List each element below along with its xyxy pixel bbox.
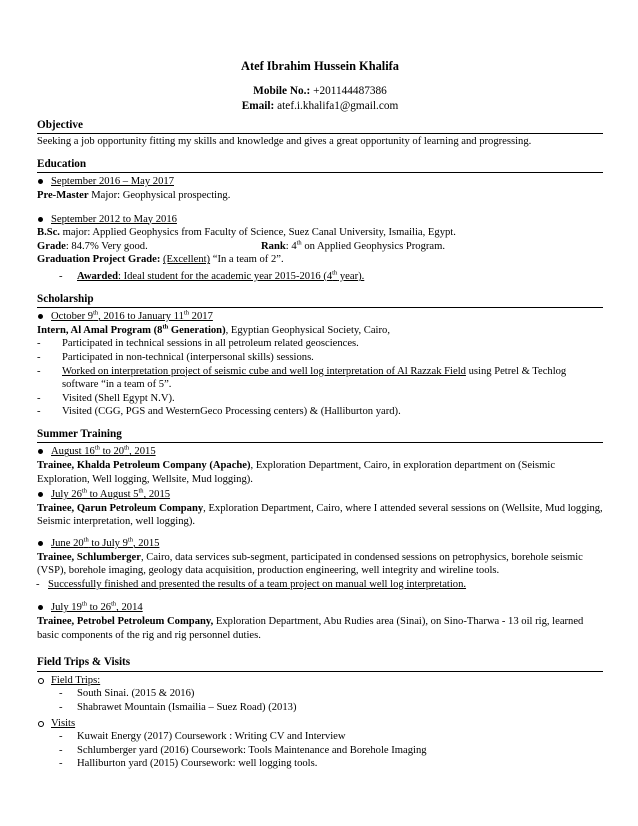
list-item-text: Halliburton yard (2015) Coursework: well logging tools. <box>77 758 318 770</box>
section-title-summer-training: Summer Training <box>37 428 603 444</box>
list-item: - Shabrawet Mountain (Ismailia – Suez Road) (2013) <box>59 701 297 713</box>
summer-training-section <box>37 428 603 642</box>
org-rest: , Egyptian Geophysical Society, Cairo, <box>225 324 390 336</box>
date-sup: th <box>83 536 89 544</box>
date-end: , 2015 <box>132 538 160 550</box>
field-trips-label-row <box>37 674 603 688</box>
date-sup: th <box>124 444 130 452</box>
visits-label: Visits <box>51 717 76 729</box>
date-sup: th <box>93 309 99 317</box>
training-desc: , Exploration Department, Cairo, where I attended several sessions on (Wellsite, Mud logging, Seismic interpretation, well logging). <box>37 502 603 528</box>
bullet-icon <box>37 445 51 458</box>
list-item-text: Participated in technical sessions in all petroleum related geosciences. <box>62 338 359 350</box>
bullet-icon <box>37 717 51 730</box>
grade-rank-line <box>37 240 603 254</box>
list-item: - Halliburton yard (2015) Coursework: well logging tools. <box>59 758 318 770</box>
rank-sup: th <box>296 239 302 247</box>
date-end: 2017 <box>189 311 213 323</box>
date-mid: to 20 <box>99 446 125 458</box>
graduation-project-line <box>37 253 603 267</box>
date-sup: th <box>111 600 117 608</box>
bullet-icon <box>37 310 51 323</box>
grade-value: : 84.7% Very good. <box>65 240 148 252</box>
education-degree-1 <box>37 189 603 203</box>
graduation-team: “In a team of 2”. <box>210 254 284 266</box>
mobile-number: +201144487386 <box>313 84 387 97</box>
rank-program: on Applied Geophysics Program. <box>301 240 445 252</box>
section-title-education: Education <box>37 158 603 174</box>
training-org: Trainee, Schlumberger <box>37 551 141 563</box>
list-item: - Kuwait Energy (2017) Coursework : Writing CV and Interview <box>59 731 346 743</box>
training-2-text <box>37 502 603 529</box>
org-sup: th <box>162 323 169 331</box>
training-3-text <box>37 551 603 578</box>
date-end: , 2014 <box>116 602 143 614</box>
mobile-label: Mobile No.: <box>253 84 311 97</box>
date-sup: th <box>183 309 190 317</box>
project-rest: using Petrel & Techlog software “in a team of 5”. <box>62 365 567 391</box>
date-sup: th <box>138 487 144 495</box>
list-item: - Visited (CGG, PGS and WesternGeco Processing centers) & (Halliburton yard). <box>37 406 401 418</box>
resume-page <box>37 60 603 771</box>
bullet-icon <box>37 175 51 188</box>
degree-label: B.Sc. <box>37 227 60 239</box>
list-item: - Participated in technical sessions in all petroleum related geosciences. <box>37 338 359 350</box>
date-start: July 19 <box>51 602 82 614</box>
candidate-name: Atef Ibrahim Hussein Khalifa <box>241 59 399 73</box>
section-title-field-trips: Field Trips & Visits <box>37 656 603 672</box>
date-sup: th <box>94 444 100 452</box>
education-section <box>37 158 603 284</box>
training-2-dates <box>37 488 603 502</box>
education-item-1-dates <box>37 175 603 189</box>
training-org: Trainee, Khalda Petroleum Company (Apache) <box>37 460 251 472</box>
list-item-text: Successfully finished and presented the results of a team project on manual well log interpretation. <box>48 578 467 590</box>
award-line: - Awarded: Ideal student for the academic year 2015-2016 (4th year). <box>59 269 365 282</box>
list-item: - Schlumberger yard (2016) Coursework: Tools Maintenance and Borehole Imaging <box>59 744 427 756</box>
list-item-text: South Sinai. (2015 & 2016) <box>77 688 195 700</box>
date-sup: th <box>127 536 133 544</box>
date-start: August 16 <box>51 446 95 458</box>
date-mid: to July 9 <box>88 538 128 550</box>
section-title-scholarship: Scholarship <box>37 293 603 309</box>
training-1-dates <box>37 445 603 459</box>
bullet-icon <box>37 213 51 226</box>
education-dates: September 2012 to May 2016 <box>51 213 177 225</box>
field-trips-section <box>37 656 603 771</box>
visits-label-row <box>37 717 603 731</box>
training-3-dates <box>37 537 603 551</box>
objective-section <box>37 119 603 149</box>
bullet-icon <box>37 537 51 550</box>
list-item: - Worked on interpretation project of seismic cube and well log interpretation of Al Razzak Field using Petrel & Techlog software “in a team of 5”. <box>37 365 603 392</box>
list-item-text: Participated in non-technical (interpersonal skills) sessions. <box>62 351 314 363</box>
date-end: , 2015 <box>129 446 156 458</box>
date-start: June 20 <box>51 538 84 550</box>
date-mid: , 2016 to January 11 <box>98 311 184 323</box>
bullet-icon <box>37 601 51 614</box>
training-org: Trainee, Petrobel Petroleum Company, <box>37 616 214 627</box>
rank-info <box>261 240 445 254</box>
list-item-text: Shabrawet Mountain (Ismailia – Suez Road) (2013) <box>77 701 297 713</box>
list-item-text: Visited (Shell Egypt N.V). <box>62 392 175 404</box>
email-address: atef.i.khalifa1@gmail.com <box>277 99 399 112</box>
degree-text: major: Applied Geophysics from Faculty of Science, Suez Canal University, Ismailia, Egypt. <box>59 227 456 239</box>
contact-email <box>37 99 603 114</box>
org-label: Intern, Al Amal Program (8 <box>37 324 163 336</box>
rank-label: Rank <box>261 240 286 252</box>
degree-text: Major: Geophysical prospecting. <box>88 189 231 201</box>
education-dates: September 2016 – May 2017 <box>51 176 174 188</box>
scholarship-org <box>37 324 603 338</box>
training-desc: , Cairo, data services sub-segment, participated in condensed sessions on petrophysics, borehole seismic (VSP), borehole imaging, geology data acquisition, production engineering, well integrity and wireline tools. <box>37 551 583 577</box>
education-degree-2 <box>37 226 603 240</box>
list-item: - Successfully finished and presented the results of a team project on manual well log interpretation. <box>36 578 467 590</box>
training-desc: Exploration Department, Abu Rudies area (Sinai), on Sino-Tharwa - 13 oil rig, learned basic components of the rig and rig personnel duties. <box>37 616 584 641</box>
list-item: - South Sinai. (2015 & 2016) <box>59 688 195 700</box>
list-item-text: Kuwait Energy (2017) Coursework : Writing CV and Interview <box>77 731 346 743</box>
award-year: year). <box>337 270 365 282</box>
field-trips-label: Field Trips: <box>51 674 101 686</box>
list-item: - Participated in non-technical (interpersonal skills) sessions. <box>37 351 314 363</box>
org-generation: Generation) <box>168 324 226 336</box>
project-underlined: Worked on interpretation project of seismic cube and well log interpretation of Al Razzak Field <box>62 365 466 377</box>
training-desc: , Exploration Department, Cairo, in exploration department on (Seismic Exploration, Well logging, Wellsite, Mud logging). <box>37 460 556 485</box>
training-4-text <box>37 615 603 642</box>
date-end: , 2015 <box>143 489 171 501</box>
date-start: July 26 <box>51 489 82 501</box>
date-mid: to August 5 <box>86 489 139 501</box>
training-4-dates <box>37 601 603 615</box>
objective-text: Seeking a job opportunity fitting my skills and knowledge and gives a great opportunity of learning and progressing. <box>37 136 532 148</box>
date-start: October 9 <box>51 311 94 323</box>
date-sup: th <box>81 600 87 608</box>
list-item-text: Visited (CGG, PGS and WesternGeco Processing centers) & (Halliburton yard). <box>62 406 401 418</box>
rank-value: : 4 <box>285 240 297 252</box>
contact-mobile <box>37 84 603 99</box>
list-item-text: Schlumberger yard (2016) Coursework: Tools Maintenance and Borehole Imaging <box>77 744 427 756</box>
graduation-label: Graduation Project Grade: <box>37 254 161 266</box>
bullet-icon <box>37 674 51 687</box>
date-sup: th <box>81 487 87 495</box>
training-1-text <box>37 459 603 486</box>
bullet-icon <box>37 488 51 501</box>
list-item-text <box>62 365 603 392</box>
section-title-objective: Objective <box>37 119 603 135</box>
email-label: Email: <box>241 99 275 112</box>
graduation-grade: (Excellent) <box>163 254 211 266</box>
scholarship-section <box>37 293 603 419</box>
scholarship-dates <box>37 310 603 324</box>
education-item-2-dates <box>37 213 603 227</box>
grade-label: Grade <box>37 240 66 252</box>
date-mid: to 26 <box>86 602 112 614</box>
degree-label: Pre-Master <box>37 189 89 201</box>
list-item: - Visited (Shell Egypt N.V). <box>37 392 175 404</box>
award-label: Awarded <box>77 270 118 282</box>
training-org: Trainee, Qarun Petroleum Company <box>37 502 204 514</box>
award-sup: th <box>332 269 338 277</box>
award-text: : Ideal student for the academic year 2015-2016 (4 <box>118 270 333 282</box>
